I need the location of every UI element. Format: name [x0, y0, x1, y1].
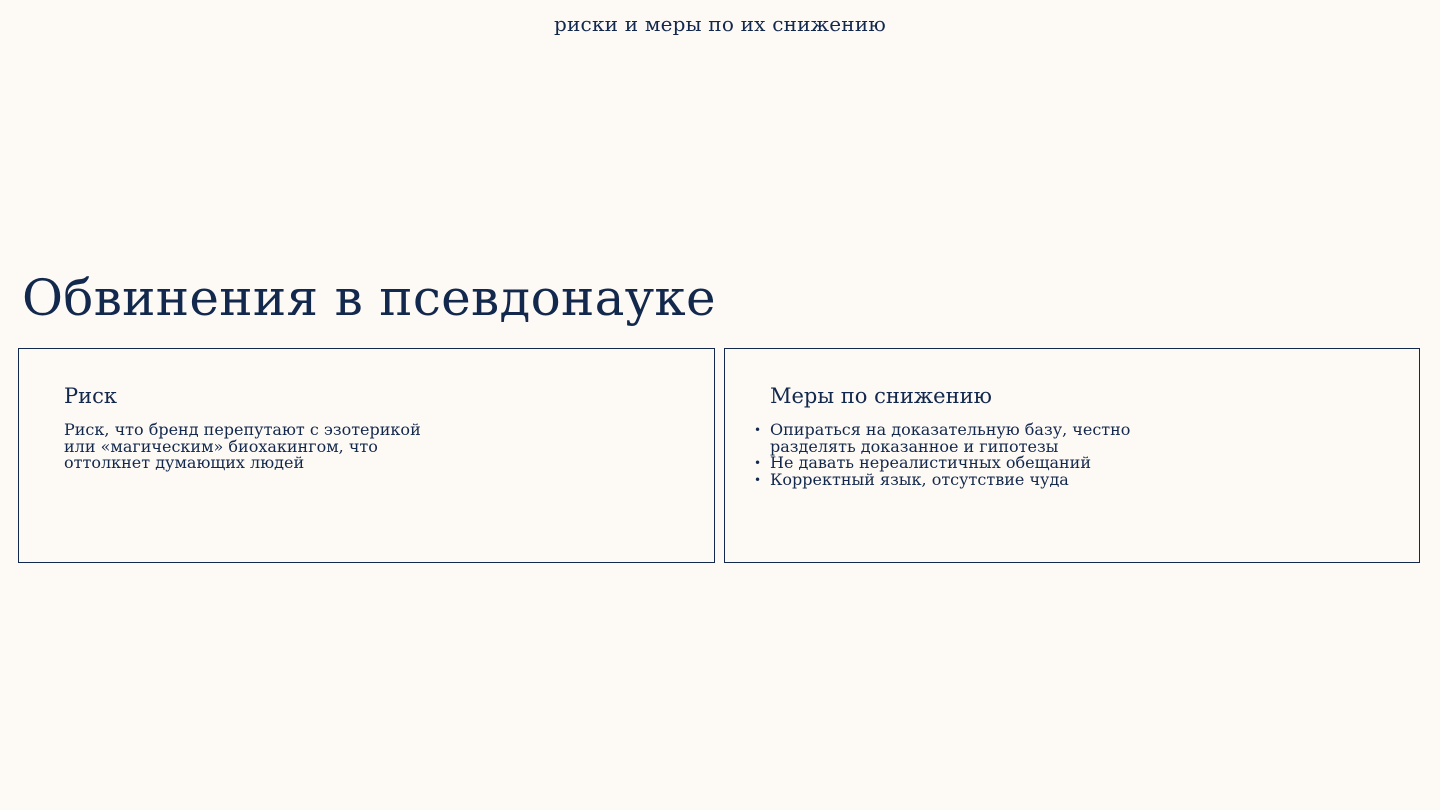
bullet-icon: • [754, 456, 762, 470]
mitigation-card [724, 348, 1420, 563]
slide-title: Обвинения в псевдонауке [22, 269, 716, 327]
risk-card-text: Риск, что бренд перепутают с эзотерикой или «магическим» биохакингом, что оттолкнет думающих людей [64, 420, 421, 472]
slide-caption: риски и меры по их снижению [554, 12, 886, 36]
list-item-text: Корректный язык, отсутствие чуда [770, 469, 1069, 489]
list-item-text: Опираться на доказательную базу, честно разделять доказанное и гипотезы [770, 420, 1131, 456]
mitigation-card-heading: Меры по снижению [770, 384, 992, 408]
risk-card-heading: Риск [64, 384, 118, 408]
bullet-icon: • [754, 423, 762, 437]
list-item [754, 469, 1210, 489]
risk-card [18, 348, 715, 563]
list-item [754, 420, 1210, 456]
mitigation-list [754, 420, 1210, 489]
list-item-text: Не давать нереалистичных обещаний [770, 453, 1092, 472]
bullet-icon: • [754, 472, 762, 487]
